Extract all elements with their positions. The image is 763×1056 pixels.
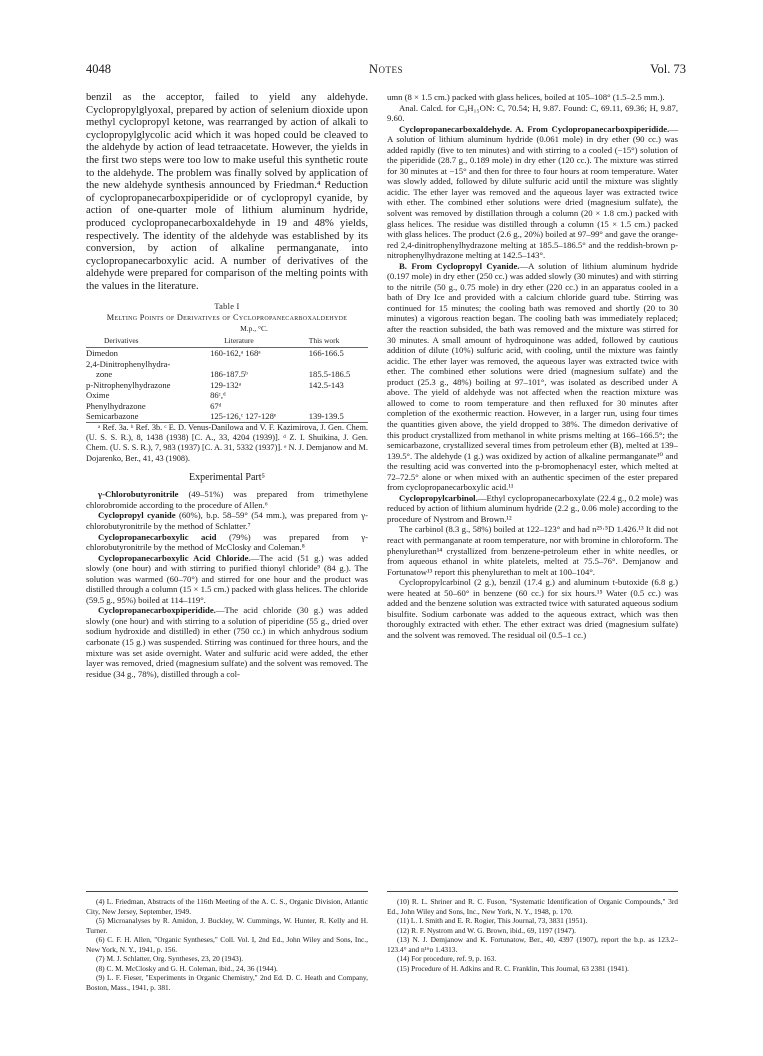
page-header — [86, 62, 686, 80]
footnote: (11) L. I. Smith and E. R. Rogier, This Journal, 73, 3831 (1951). — [397, 916, 588, 926]
table-cell: zone — [96, 369, 113, 380]
run-in-heading: Cyclopropanecarboxaldehyde. A. From Cyclopropanecarboxpiperidide. — [399, 123, 670, 134]
table-cell: 185.5-186.5 — [308, 369, 351, 380]
table-row — [86, 369, 368, 380]
table-cell — [299, 390, 368, 401]
footnote: (8) C. M. McClosky and G. H. Coleman, ibid., 24, 36 (1944). — [96, 963, 278, 973]
table-cell: 2,4-Dinitrophenylhydra- — [86, 358, 171, 369]
run-in-heading: B. From Cyclopropyl Cyanide. — [399, 260, 520, 271]
table-row — [86, 348, 368, 359]
paragraph-text: —Ethyl cyclopropanecarboxylate (22.4 g., 0.2 mole) was reduced by action of lithium aluminum hydride (2.2 g., 0.06 mole) according to the procedure of Nystrom and Brown.¹² — [387, 492, 678, 524]
footnote: (4) L. Friedman, Abstracts of the 116th Meeting of the A. C. S., Organic Division, Atlantic City, New Jersey, September, 1949. — [86, 897, 368, 916]
table-cell: Semicarbazone — [86, 411, 139, 422]
paragraph-text: —A solution of lithium aluminum hydride (0.061 mole) in dry ether (90 cc.) was added rapidly (five to ten minutes) and with stirring to a cooled (−15°) solution of the piperidide (28.7 g., 0.189 mole) in dry ether (120 cc.). The mixture was stirred for 30 minutes at −15° and then for three to four hours at room temperature. Water was slowly added, followed by dilute sulfuric acid until the mixture was slightly acidic. The ether layer was removed and the aqueous layer was extracted twice with ether. The combined ether solutions were dried (magnesium sulfate), the solvent was removed by distillation through a column (20 × 1.8 cm.) packed with glass helices. The residue was distilled through a column (15 × 1.5 cm.) packed with glass helices. The product (2.6 g., 20%) boiled at 97–99° and gave the orange-red 2,4-dinitrophenylhydrazone melting at 185.5–186.5° and the reddish-brown p-nitrophenylhydrazone melting at 142.5–143°. — [387, 123, 678, 261]
paragraph — [86, 489, 368, 510]
footnotes-right — [387, 897, 678, 973]
intro-paragraph: benzil as the acceptor, failed to yield any aldehyde. Cyclopropylglyoxal, prepared by action of selenium dioxide upon methyl cyclopropyl ketone, was rearranged by action of alkali to cyclopropylglycolic acid which it was hoped could be cleaved to the aldehyde by action of lead tetraacetate. However, the yields in the first two steps were too low to make useful this synthetic route to the aldehyde. The problem was finally solved by application of the new aldehyde synthesis announced by Friedman.⁴ Reduction of cyclopropanecarboxpiperidide or of cyclopropyl cyanide, by action of one-quarter mole of lithium aluminum hydride, produced cyclopropanecarboxaldehyde in 19 and 48% yields, respectively. The identity of the aldehyde was established by its conversion, by action of alkaline permanganate, into cyclopropanecarboxylic acid. A number of derivatives of the aldehyde were prepared for comparison of the melting points with the values in the literature. — [86, 92, 368, 292]
table-footnote: ᵃ Ref. 3a. ᵇ Ref. 3b. ᶜ E. D. Venus-Danilowa and V. F. Kazimirova, J. Gen. Chem. (U. S. S. R.), 8, 1438 (1938) [C. A., 33, 4204 (1939)]. ᵈ Z. I. Shuikina, J. Gen. Chem. (U. S. S. R.), 7, 983 (1937) [C. A. 31, 5332 (1937)]. ᵉ N. J. Demjanow and M. Dojarenko, Ber., 41, 43 (1908). — [86, 422, 368, 463]
left-column — [86, 92, 368, 679]
table-row — [86, 390, 368, 401]
footnote: (5) Microanalyses by R. Amidon, J. Buckley, W. Cummings, W. Hunter, R. Kelly and H. Turner. — [86, 916, 368, 935]
table-cell — [299, 401, 368, 412]
analysis-paragraph: Anal. Calcd. for C₉H₁₅ON: C, 70.54; H, 9.87. Found: C, 69.11, 69.36; H, 9.87, 9.60. — [387, 102, 678, 124]
right-column — [387, 92, 678, 640]
run-in-heading: Cyclopropylcarbinol. — [399, 492, 478, 503]
footnote: (14) For procedure, ref. 9, p. 163. — [397, 954, 497, 964]
table-header: Literature — [210, 336, 299, 348]
run-in-heading: Cyclopropyl cyanide — [98, 510, 176, 521]
run-in-heading: Cyclopropanecarboxpiperidide. — [98, 605, 216, 616]
footnote: (9) L. F. Fieser, "Experiments in Organic Chemistry," 2nd Ed. D. C. Heath and Company, Boston, Mass., 1941, p. 381. — [86, 973, 368, 992]
table-cell — [299, 359, 368, 370]
section-title: Notes — [368, 62, 404, 76]
paragraph-text: —The acid chloride (30 g.) was added slowly (one hour) and with stirring to a solution of piperidine (55 g., dried over sodium hydroxide and distilled) in ether (750 cc.) in which anhydrous sodium carbonate (15 g.) was suspended. Stirring was continued for three hours, and the mixture was set aside overnight. Water and sulfuric acid were added, the ether layer was removed, dried (magnesium sulfate) and the solvent was removed. The residue (34 g., 78%), distilled through a col- — [86, 605, 368, 679]
footnote: (15) Procedure of H. Adkins and R. C. Franklin, This Journal, 63 2381 (1941). — [397, 963, 630, 973]
volume-label: Vol. 73 — [650, 62, 686, 76]
table-cell: 160-162,ᵃ 168ᵃ — [210, 348, 261, 359]
paragraph — [86, 532, 368, 553]
paragraph — [387, 493, 678, 525]
paragraph — [387, 261, 678, 493]
table-col-group: M.p., °C. — [240, 324, 268, 334]
paragraph-text: (79%) was prepared from γ-chlorobutyronitrile by the method of McClosky and Coleman.⁸ — [86, 531, 369, 553]
paragraph — [86, 605, 368, 679]
table-cell: 142.5-143 — [308, 379, 344, 390]
table-label: Table I — [214, 301, 240, 311]
table-header: This work — [299, 336, 368, 348]
footnote: (12) R. F. Nystrom and W. G. Brown, ibid., 69, 1197 (1947). — [397, 925, 576, 935]
table-cell: 86ᶜ,ᵈ — [210, 390, 226, 401]
paragraph-text: —The acid (51 g.) was added slowly (one hour) and with stirring to purified thionyl chloride⁹ (84 g.). The solution was warmed (60–70°) and stirred for one hour and the product was distilled through a column (15 × 1.5 cm.) packed with glass helices. The chloride (59.5 g., 95%) boiled at 114–119°. — [86, 552, 368, 605]
footnotes-left — [86, 897, 368, 992]
table-row — [86, 380, 368, 391]
paragraph — [86, 553, 368, 606]
table-cell: 166-166.5 — [308, 348, 344, 359]
section-heading: Experimental Part⁵ — [189, 471, 265, 483]
table-cell: 139-139.5 — [308, 411, 344, 422]
melting-points-table — [86, 324, 368, 423]
table-cell — [210, 359, 299, 370]
table-cell: Dimedon — [86, 348, 118, 359]
paragraph: The carbinol (8.3 g., 58%) boiled at 122–123° and had n²⁵·⁵D 1.426.¹³ It did not react with permanganate at room temperature, nor with bromine in chloroform. The phenylurethan¹⁴ crystallized from benzene-petroleum ether in white needles, or from aqueous ethanol in white platelets, melted at 75.5–76°. Demjanow and Fortunatow¹³ report this phenylurethan to melt at 100–104°. — [387, 524, 678, 577]
table-cell: 129-132ᵃ — [210, 379, 242, 390]
paragraph-text: —A solution of lithium aluminum hydride (0.197 mole) in dry ether (250 cc.) was added slowly (30 minutes) and with stirring to the nitrile (50 g., 0.75 mole) in dry ether (220 cc.) in an apparatus cooled in a bath of Dry Ice and provided with a calcium chloride guard tube. Stirring was continued for 15 minutes; the cooling bath was removed and shortly (20 to 30 minutes) a vigorous reaction began. The cooling bath was immediately replaced; after the reaction subsided, the bath was removed and the mixture was stirred for 30 minutes. A small amount of hydroquinone was added, followed by cautious addition of dilute (10%) sulfuric acid, with cooling, until the mixture was faintly acidic. The ether layer was removed, the aqueous layer was extracted twice with ether. The combined ether solutions were dried (magnesium sulfate) and the product (25.3 g., 48%) boiling at 97–101°, was isolated as described under A above. The yield of aldehyde was not affected when the reaction mixture was allowed to come to room temperature and then refluxed for 30 minutes after completion of the exothermic reaction. However, in a larger run, using four times the quantities given above, the yield dropped to 38%. The dimedon derivative of this product crystallized from methanol in white prisms melting at 166–166.5°; the semicarbazone, crystallized several times from petroleum ether (B), melted at 139–139.5°. The aldehyde (1 g.) was oxidized by action of alkaline permanganate¹⁰ and the resulting acid was converted into the p-bromophenacyl ester, which melted at 72–72.5° alone or when mixed with an authentic specimen of the ester prepared from cyclopropanecarboxylic acid.¹¹ — [387, 260, 678, 493]
table-cell: 67ᵈ — [210, 400, 222, 411]
paragraph — [387, 124, 678, 261]
footnote-divider — [387, 891, 678, 892]
paragraph — [86, 510, 368, 531]
footnote: (10) R. L. Shriner and R. C. Fuson, "Systematic Identification of Organic Compounds," 3rd Ed., John Wiley and Sons, Inc., New York, N. Y., 1948, p. 170. — [387, 897, 678, 916]
page-number: 4048 — [86, 62, 111, 76]
table-cell: Phenylhydrazone — [86, 400, 146, 411]
paragraph: Cyclopropylcarbinol (2 g.), benzil (17.4 g.) and aluminum t-butoxide (6.8 g.) were heated at 50–60° in benzene (60 cc.) for six hours.¹⁵ Water (0.5 cc.) was added and the benzene solution was extracted twice with saturated aqueous sodium bisulfite. Sodium carbonate was added to the aqueous extract, which was then thoroughly extracted with ether. The ether extract was dried (magnesium sulfate) and the solvent was removed. The residual oil (0.5–1 cc.) — [387, 577, 678, 640]
table-caption: Melting Points of Derivatives of Cyclopropanecarboxaldehyde — [106, 313, 348, 323]
table-cell: 125-126,ᶜ 127-128ᵉ — [210, 411, 277, 422]
paragraph-text: (60%), b.p. 58–59° (54 mm.), was prepared from γ-chlorobutyronitrile by the method of Schlatter.⁷ — [86, 510, 368, 531]
run-in-heading: Cyclopropanecarboxylic acid — [98, 531, 217, 542]
table-row — [86, 359, 368, 370]
paragraph: umn (8 × 1.5 cm.) packed with glass helices, boiled at 105–108° (1.5–2.5 mm.). — [387, 92, 665, 102]
footnote: (13) N. J. Demjanow and K. Fortunatow, Ber., 40, 4397 (1907), report the b.p. as 123.2–123.4° and n¹⁶ᴅ 1.4313. — [387, 935, 678, 954]
table-row — [86, 411, 368, 422]
run-in-heading: Cyclopropanecarboxylic Acid Chloride. — [98, 552, 251, 563]
table-row — [86, 401, 368, 412]
table-cell: Oxime — [86, 390, 110, 401]
footnote-divider — [86, 891, 368, 892]
run-in-heading: γ-Chlorobutyronitrile — [98, 489, 179, 500]
table-cell: p-Nitrophenylhydrazone — [86, 379, 171, 390]
table-header: Derivatives — [86, 336, 210, 348]
footnote: (7) M. J. Schlatter, Org. Syntheses, 23, 20 (1943). — [96, 954, 244, 964]
table-cell: 186-187.5ᵇ — [210, 369, 248, 380]
footnote: (6) C. F. H. Allen, "Organic Syntheses," Coll. Vol. I, 2nd Ed., John Wiley and Sons, Inc., New York, N. Y., 1941, p. 156. — [86, 935, 368, 954]
paragraph-text: (49–51%) was prepared from trimethylene chlorobromide according to the procedure of Allen.⁶ — [86, 489, 368, 510]
